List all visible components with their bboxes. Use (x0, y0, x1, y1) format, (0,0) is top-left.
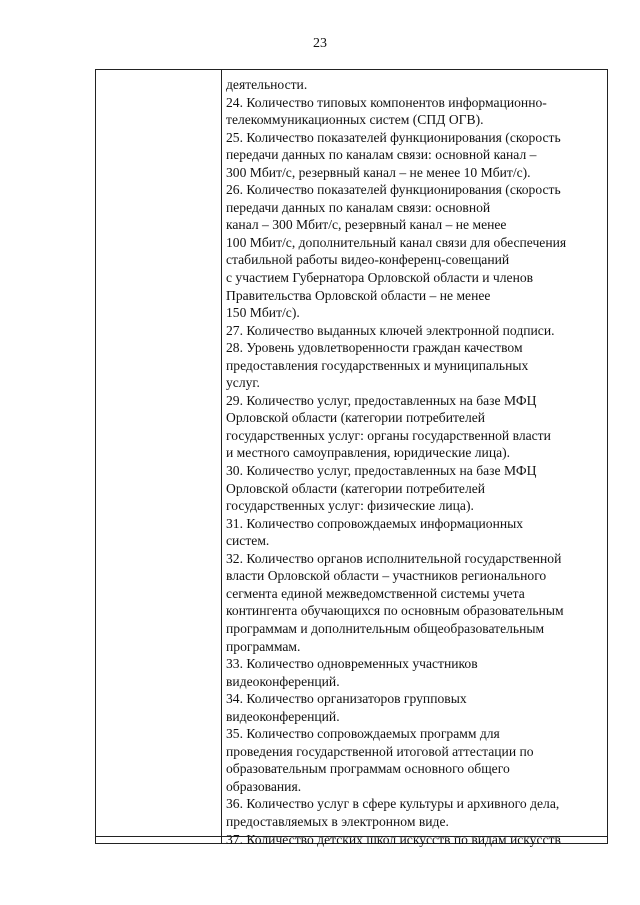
table-row-divider (95, 836, 608, 837)
text-line: видеоконференций. (226, 673, 340, 689)
text-line: систем. (226, 533, 270, 549)
indicator-list-cell (226, 76, 604, 848)
text-line: Орловской области (категории потребителей (226, 480, 486, 496)
text-line: государственных услуг: физические лица). (226, 498, 474, 514)
text-line: с участием Губернатора Орловской области и членов (226, 270, 534, 286)
text-line: проведения государственной итоговой аттестации по (226, 743, 534, 759)
text-line: телекоммуникационных систем (СПД ОГВ). (226, 112, 484, 128)
document-table (95, 69, 608, 847)
text-line: Правительства Орловской области – не менее (226, 287, 491, 303)
text-line: 35. Количество сопровождаемых программ для (226, 726, 500, 742)
text-line: 29. Количество услуг, предоставленных на базе МФЦ (226, 392, 537, 408)
text-line: 30. Количество услуг, предоставленных на базе МФЦ (226, 463, 537, 479)
text-line: власти Орловской области – участников регионального (226, 568, 547, 584)
text-line: канал – 300 Мбит/с, резервный канал – не менее (226, 217, 507, 233)
text-line: передачи данных по каналам связи: основной канал – (226, 147, 537, 163)
text-line: сегмента единой межведомственной системы учета (226, 585, 525, 601)
text-line: предоставляемых в электронном виде. (226, 813, 449, 829)
text-line: 26. Количество показателей функционирования (скорость (226, 182, 561, 198)
text-line: контингента обучающихся по основным образовательным (226, 603, 564, 619)
text-line: передачи данных по каналам связи: основной (226, 199, 491, 215)
text-line: образовательным программам основного общего (226, 761, 510, 777)
text-line: 150 Мбит/с). (226, 305, 300, 321)
text-line: 31. Количество сопровождаемых информационных (226, 515, 524, 531)
text-line: 300 Мбит/с, резервный канал – не менее 10 Мбит/с). (226, 164, 531, 180)
text-line: стабильной работы видео-конференц-совещаний (226, 252, 510, 268)
text-line: 36. Количество услуг в сфере культуры и архивного дела, (226, 796, 560, 812)
text-line: 100 Мбит/с, дополнительный канал связи для обеспечения (226, 234, 567, 250)
text-line: предоставления государственных и муниципальных (226, 357, 529, 373)
text-line: и местного самоуправления, юридические лица). (226, 445, 511, 461)
text-line: программам и дополнительным общеобразовательным (226, 620, 545, 636)
text-line: образования. (226, 778, 302, 794)
text-line: 32. Количество органов исполнительной государственной (226, 550, 562, 566)
text-line: деятельности. (226, 77, 308, 92)
text-line: 27. Количество выданных ключей электронной подписи. (226, 322, 555, 338)
text-line: государственных услуг: органы государственной власти (226, 427, 551, 443)
text-line: 37. Количество детских школ искусств по видам искусств (226, 831, 561, 847)
column-divider (221, 70, 222, 843)
page-number: 23 (313, 36, 327, 51)
text-line: программам. (226, 638, 301, 654)
text-line: услуг. (226, 375, 260, 391)
text-line: 33. Количество одновременных участников (226, 656, 478, 672)
text-line: Орловской области (категории потребителей (226, 410, 486, 426)
text-line: 34. Количество организаторов групповых (226, 691, 467, 707)
text-line: 24. Количество типовых компонентов информационно- (226, 94, 547, 110)
text-line: видеоконференций. (226, 708, 340, 724)
text-line: 25. Количество показателей функционирования (скорость (226, 129, 561, 145)
text-line: 28. Уровень удовлетворенности граждан качеством (226, 340, 523, 356)
